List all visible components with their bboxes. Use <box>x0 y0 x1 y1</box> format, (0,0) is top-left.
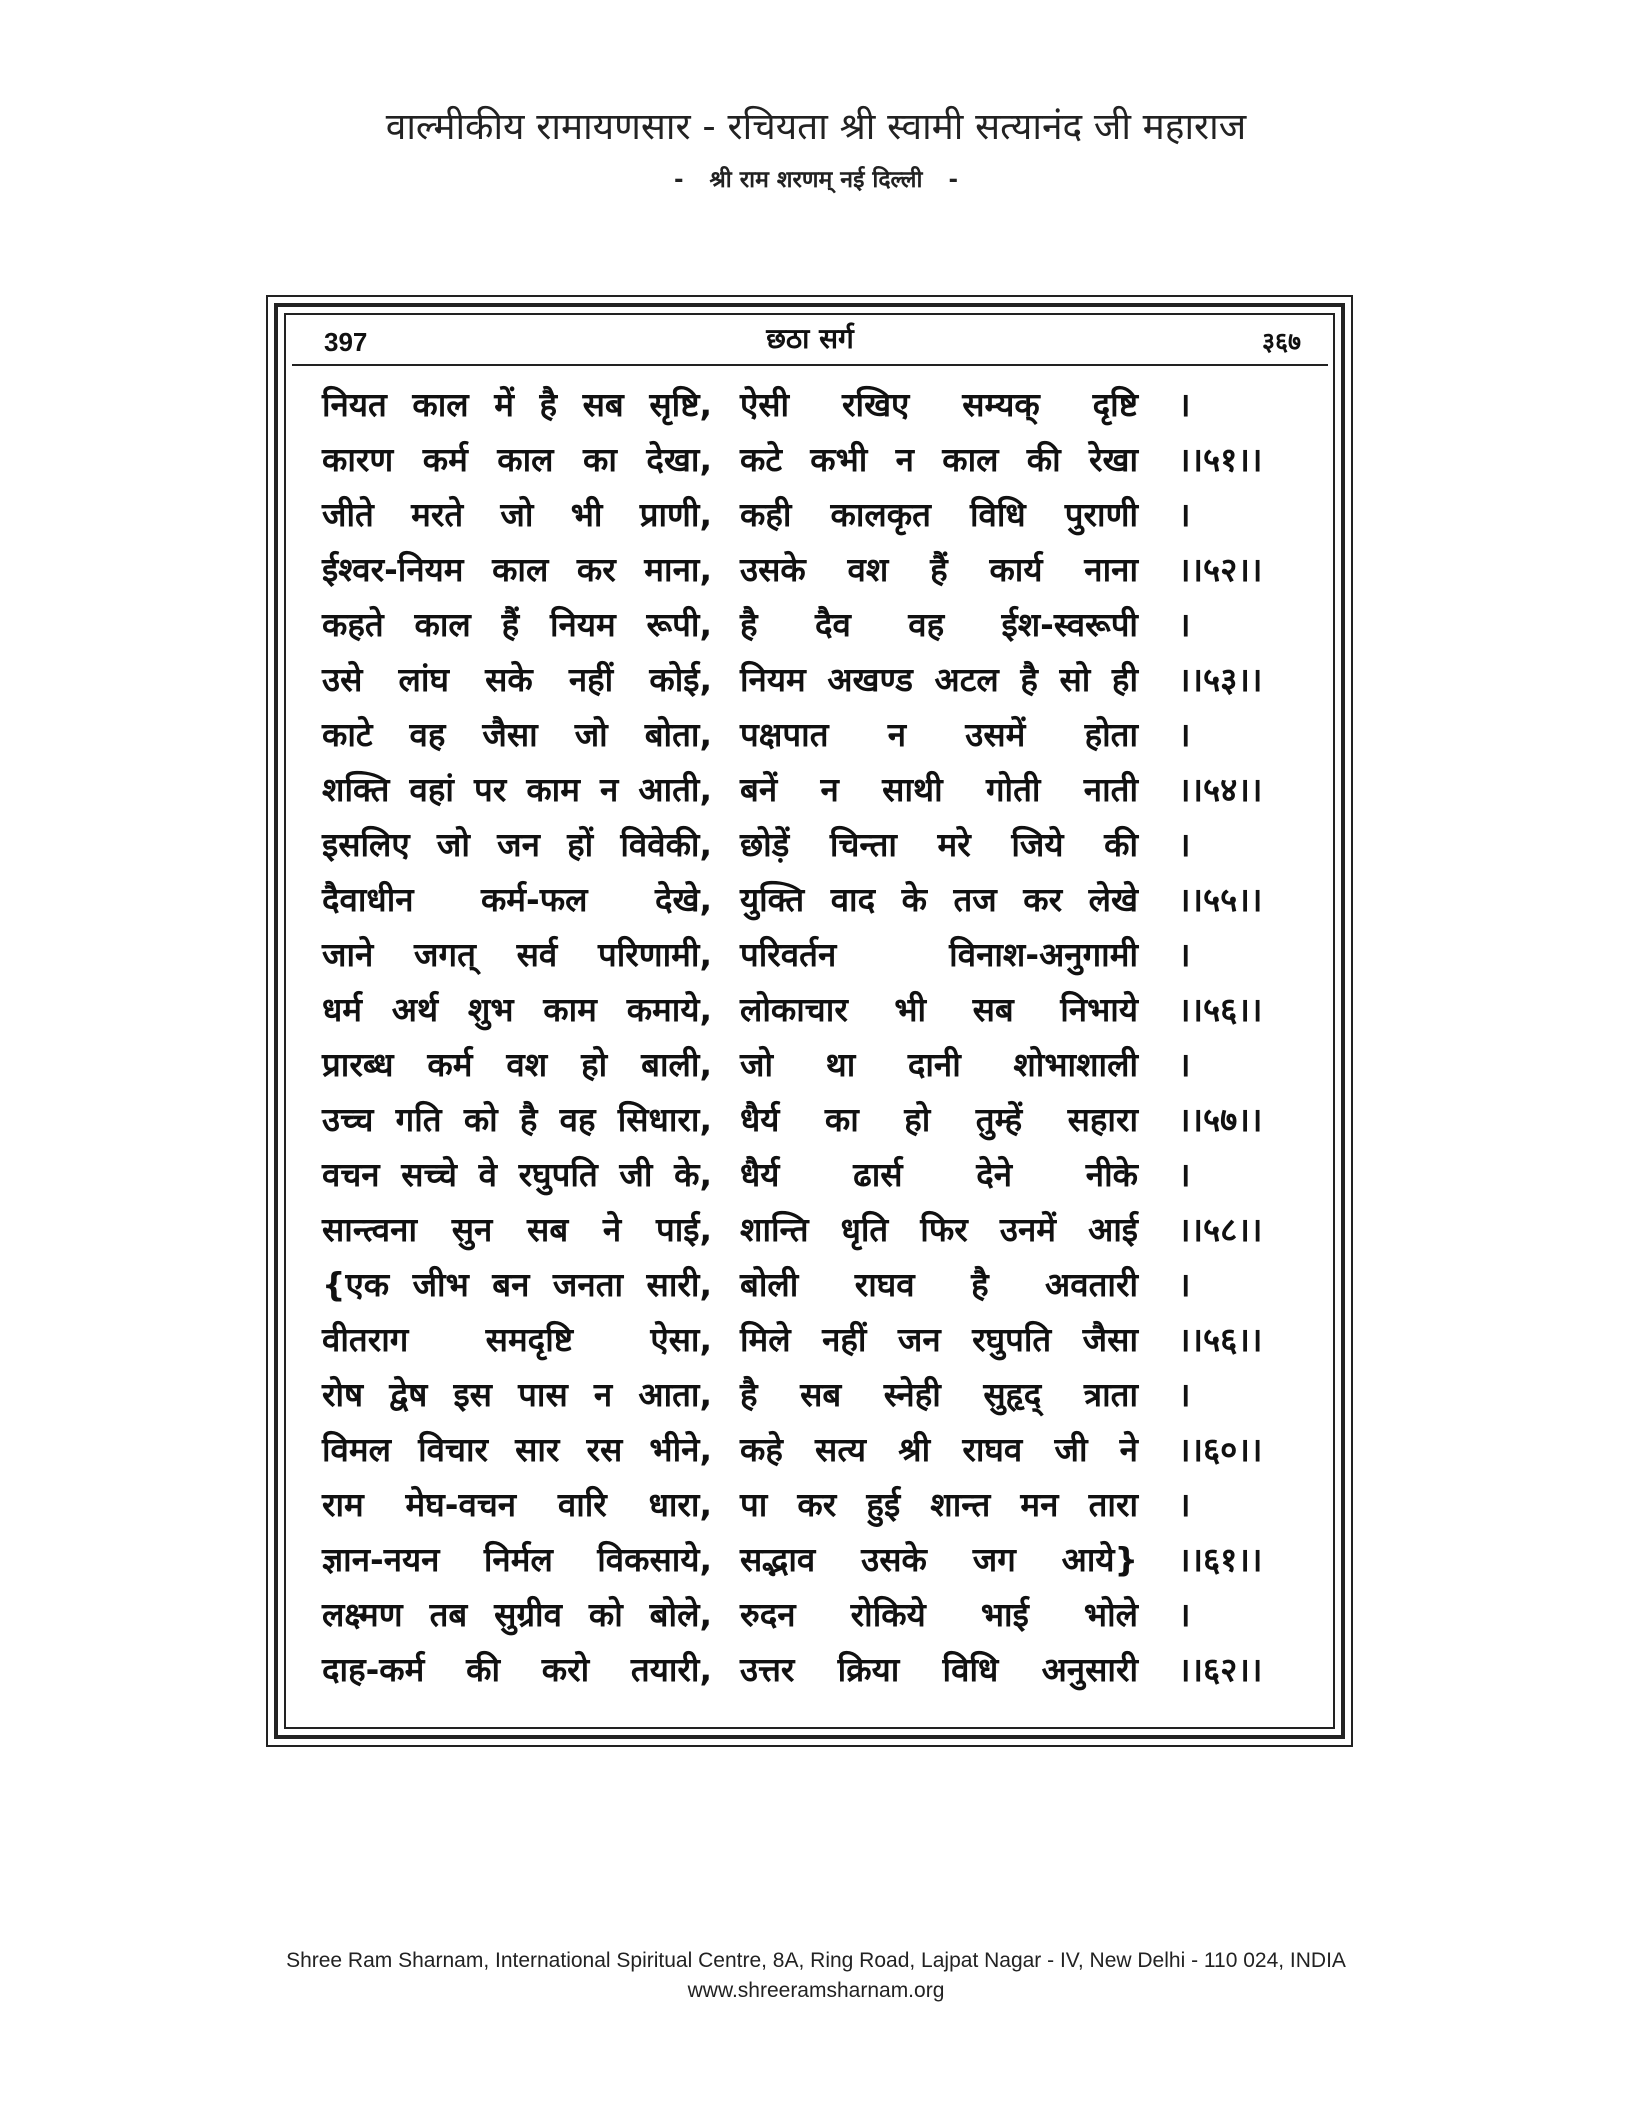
verse-number-mark: ।।५८।। <box>1178 1210 1263 1249</box>
verse-first-half: नियत काल में है सब सृष्टि, <box>322 385 712 424</box>
verse-row <box>0 1423 1632 1478</box>
document-header-subtitle <box>0 164 1632 196</box>
verse-row <box>0 1038 1632 1093</box>
verse-row <box>0 488 1632 543</box>
verse-second-half: उसके वश हैं कार्य नाना <box>740 550 1138 589</box>
heading-divider <box>292 364 1328 366</box>
verse-number-mark: ।।६१।। <box>1178 1540 1263 1579</box>
verse-list <box>0 378 1632 1698</box>
verse-second-half: पक्षपात न उसमें होता <box>740 715 1138 754</box>
verse-number-mark: ।।५३।। <box>1178 660 1263 699</box>
verse-second-half: ऐसी रखिए सम्यक् दृष्टि <box>740 385 1138 424</box>
verse-row <box>0 708 1632 763</box>
verse-number-mark: । <box>1178 385 1191 424</box>
subtitle-text: श्री राम शरणम् नई दिल्ली <box>709 167 923 193</box>
verse-row <box>0 818 1632 873</box>
verse-second-half: रुदन रोकिये भाई भोले <box>740 1595 1138 1634</box>
verse-second-half: परिवर्तन विनाश-अनुगामी <box>740 935 1138 974</box>
document-header-title: वाल्मीकीय रामायणसार - रचियता श्री स्वामी सत्यानंद जी महाराज <box>385 105 1247 148</box>
page-number-arabic: 397 <box>324 327 368 357</box>
verse-second-half: छोड़ें चिन्ता मरे जिये की <box>740 825 1138 864</box>
subtitle-dash-left: - <box>673 167 684 193</box>
verse-second-half: धैर्य का हो तुम्हें सहारा <box>740 1100 1138 1139</box>
verse-row <box>0 1203 1632 1258</box>
verse-row <box>0 1368 1632 1423</box>
verse-first-half: लक्ष्मण तब सुग्रीव को बोले, <box>322 1595 712 1634</box>
verse-row <box>0 1478 1632 1533</box>
verse-second-half: मिले नहीं जन रघुपति जैसा <box>740 1320 1138 1359</box>
verse-number-mark: । <box>1178 1045 1191 1084</box>
verse-first-half: काटे वह जैसा जो बोता, <box>322 715 712 754</box>
verse-second-half: बनें न साथी गोती नाती <box>740 770 1138 809</box>
verse-number-mark: ।।६२।। <box>1178 1650 1263 1689</box>
verse-first-half: जाने जगत् सर्व परिणामी, <box>322 935 712 974</box>
verse-second-half: पा कर हुई शान्त मन तारा <box>740 1485 1138 1524</box>
verse-number-mark: । <box>1178 1375 1191 1414</box>
verse-second-half: धैर्य ढार्स देने नीके <box>740 1155 1138 1194</box>
verse-number-mark: ।।५६।। <box>1178 1320 1263 1359</box>
verse-second-half: लोकाचार भी सब निभाये <box>740 990 1138 1029</box>
verse-number-mark: । <box>1178 825 1191 864</box>
verse-second-half: है दैव वह ईश-स्वरूपी <box>740 605 1138 644</box>
canto-title: छठा सर्ग <box>766 322 854 355</box>
verse-row <box>0 1313 1632 1368</box>
verse-first-half: उसे लांघ सके नहीं कोई, <box>322 660 712 699</box>
verse-row <box>0 1148 1632 1203</box>
verse-number-mark: । <box>1178 1155 1191 1194</box>
verse-row <box>0 598 1632 653</box>
verse-number-mark: । <box>1178 715 1191 754</box>
verse-row <box>0 1093 1632 1148</box>
subtitle-dash-right: - <box>948 167 959 193</box>
page-number-devanagari: ३६७ <box>1262 327 1302 356</box>
verse-first-half: वचन सच्चे वे रघुपति जी के, <box>322 1155 712 1194</box>
verse-second-half: है सब स्नेही सुहृद् त्राता <box>740 1375 1138 1414</box>
verse-second-half: सद्भाव उसके जग आये} <box>740 1540 1138 1579</box>
verse-second-half: कहे सत्य श्री राघव जी ने <box>740 1430 1138 1469</box>
verse-first-half: कहते काल हैं नियम रूपी, <box>322 605 712 644</box>
verse-first-half: जीते मरते जो भी प्राणी, <box>322 495 712 534</box>
verse-row <box>0 873 1632 928</box>
verse-number-mark: ।।५४।। <box>1178 770 1263 809</box>
verse-row <box>0 763 1632 818</box>
verse-first-half: प्रारब्ध कर्म वश हो बाली, <box>322 1045 712 1084</box>
verse-row <box>0 433 1632 488</box>
verse-first-half: राम मेघ-वचन वारि धारा, <box>322 1485 712 1524</box>
verse-number-mark: ।।५६।। <box>1178 990 1263 1029</box>
verse-first-half: इसलिए जो जन हों विवेकी, <box>322 825 712 864</box>
verse-first-half: दैवाधीन कर्म-फल देखे, <box>322 880 712 919</box>
verse-first-half: शक्ति वहां पर काम न आती, <box>322 770 712 809</box>
verse-row <box>0 1588 1632 1643</box>
verse-first-half: दाह-कर्म की करो तयारी, <box>322 1650 712 1689</box>
verse-second-half: बोली राघव है अवतारी <box>740 1265 1138 1304</box>
verse-row <box>0 1533 1632 1588</box>
verse-first-half: {एक जीभ बन जनता सारी, <box>322 1265 712 1304</box>
verse-row <box>0 1643 1632 1698</box>
verse-number-mark: ।।५२।। <box>1178 550 1263 589</box>
verse-number-mark: । <box>1178 935 1191 974</box>
verse-number-mark: ।।५७।। <box>1178 1100 1263 1139</box>
verse-number-mark: । <box>1178 495 1191 534</box>
verse-number-mark: । <box>1178 605 1191 644</box>
verse-second-half: कही कालकृत विधि पुराणी <box>740 495 1138 534</box>
verse-first-half: वीतराग समदृष्टि ऐसा, <box>322 1320 712 1359</box>
verse-number-mark: ।।५१।। <box>1178 440 1263 479</box>
verse-second-half: शान्ति धृति फिर उनमें आई <box>740 1210 1138 1249</box>
verse-number-mark: ।।५५।। <box>1178 880 1263 919</box>
verse-row <box>0 543 1632 598</box>
verse-second-half: कटे कभी न काल की रेखा <box>740 440 1138 479</box>
verse-second-half: जो था दानी शोभाशाली <box>740 1045 1138 1084</box>
verse-first-half: ज्ञान-नयन निर्मल विकसाये, <box>322 1540 712 1579</box>
verse-first-half: ईश्वर-नियम काल कर माना, <box>322 550 712 589</box>
verse-first-half: कारण कर्म काल का देखा, <box>322 440 712 479</box>
verse-row <box>0 1258 1632 1313</box>
verse-row <box>0 928 1632 983</box>
verse-first-half: धर्म अर्थ शुभ काम कमाये, <box>322 990 712 1029</box>
verse-second-half: युक्ति वाद के तज कर लेखे <box>740 880 1138 919</box>
verse-second-half: उत्तर क्रिया विधि अनुसारी <box>740 1650 1138 1689</box>
verse-number-mark: ।।६०।। <box>1178 1430 1263 1469</box>
verse-first-half: रोष द्वेष इस पास न आता, <box>322 1375 712 1414</box>
verse-row <box>0 653 1632 708</box>
verse-row <box>0 378 1632 433</box>
footer-website-link[interactable]: www.shreeramsharnam.org <box>687 1979 945 2002</box>
verse-number-mark: । <box>1178 1485 1191 1524</box>
verse-first-half: सान्त्वना सुन सब ने पाई, <box>322 1210 712 1249</box>
verse-row <box>0 983 1632 1038</box>
verse-number-mark: । <box>1178 1595 1191 1634</box>
verse-number-mark: । <box>1178 1265 1191 1304</box>
verse-second-half: नियम अखण्ड अटल है सो ही <box>740 660 1138 699</box>
footer-address: Shree Ram Sharnam, International Spiritual Centre, 8A, Ring Road, Lajpat Nagar - IV, New Delhi - 110 024, INDIA <box>286 1949 1346 1972</box>
verse-first-half: विमल विचार सार रस भीने, <box>322 1430 712 1469</box>
verse-first-half: उच्च गति को है वह सिधारा, <box>322 1100 712 1139</box>
